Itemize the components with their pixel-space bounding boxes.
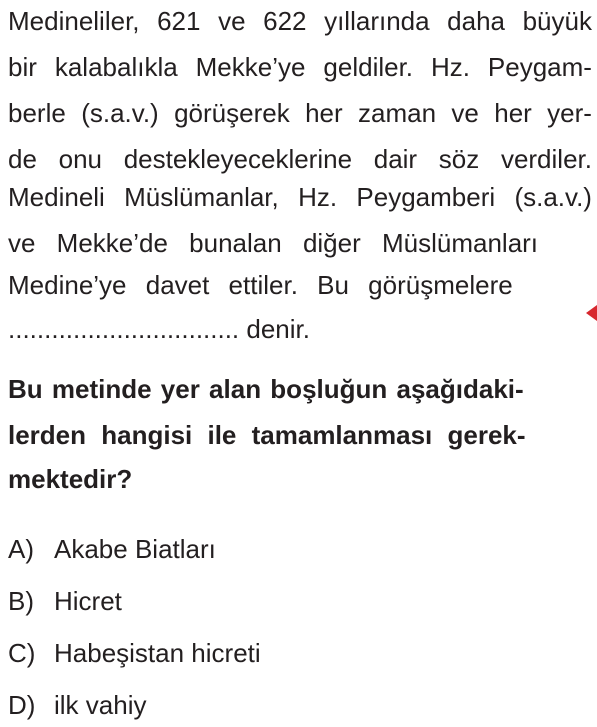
option-letter: A)	[8, 534, 34, 564]
option-letter: B)	[8, 586, 34, 616]
page-edge-marker	[586, 305, 597, 321]
option-b[interactable]	[8, 586, 122, 616]
option-text: ilk vahiy	[54, 690, 147, 720]
passage-line-blank: ................................ denir.	[8, 314, 310, 344]
question-line: Bu metinde yer alan boşluğun aşağıdaki-	[8, 374, 524, 404]
option-letter: D)	[8, 690, 36, 720]
option-a[interactable]	[8, 534, 216, 564]
question-line: mektedir?	[8, 464, 133, 494]
option-c[interactable]	[8, 638, 261, 668]
option-d[interactable]	[8, 690, 146, 720]
passage-line: ve Mekke’de bunalan diğer Müslümanları	[8, 228, 539, 258]
option-text: Habeşistan hicreti	[54, 638, 261, 668]
option-text: Akabe Biatları	[54, 534, 216, 564]
passage-line: Medine’ye davet ettiler. Bu görüşmelere	[8, 270, 513, 300]
passage-line: de onu destekleyeceklerine dair söz verdiler.	[8, 144, 592, 174]
option-text: Hicret	[54, 586, 122, 616]
passage-line: berle (s.a.v.) görüşerek her zaman ve her yer-	[8, 98, 592, 128]
passage-line: bir kalabalıkla Mekke’ye geldiler. Hz. Peygam-	[8, 52, 592, 82]
question-line: lerden hangisi ile tamamlanması gerek-	[8, 420, 526, 450]
passage-line: Medineliler, 621 ve 622 yıllarında daha büyük	[8, 6, 592, 36]
option-letter: C)	[8, 638, 36, 668]
passage-line: Medineli Müslümanlar, Hz. Peygamberi (s.a.v.)	[8, 182, 592, 212]
